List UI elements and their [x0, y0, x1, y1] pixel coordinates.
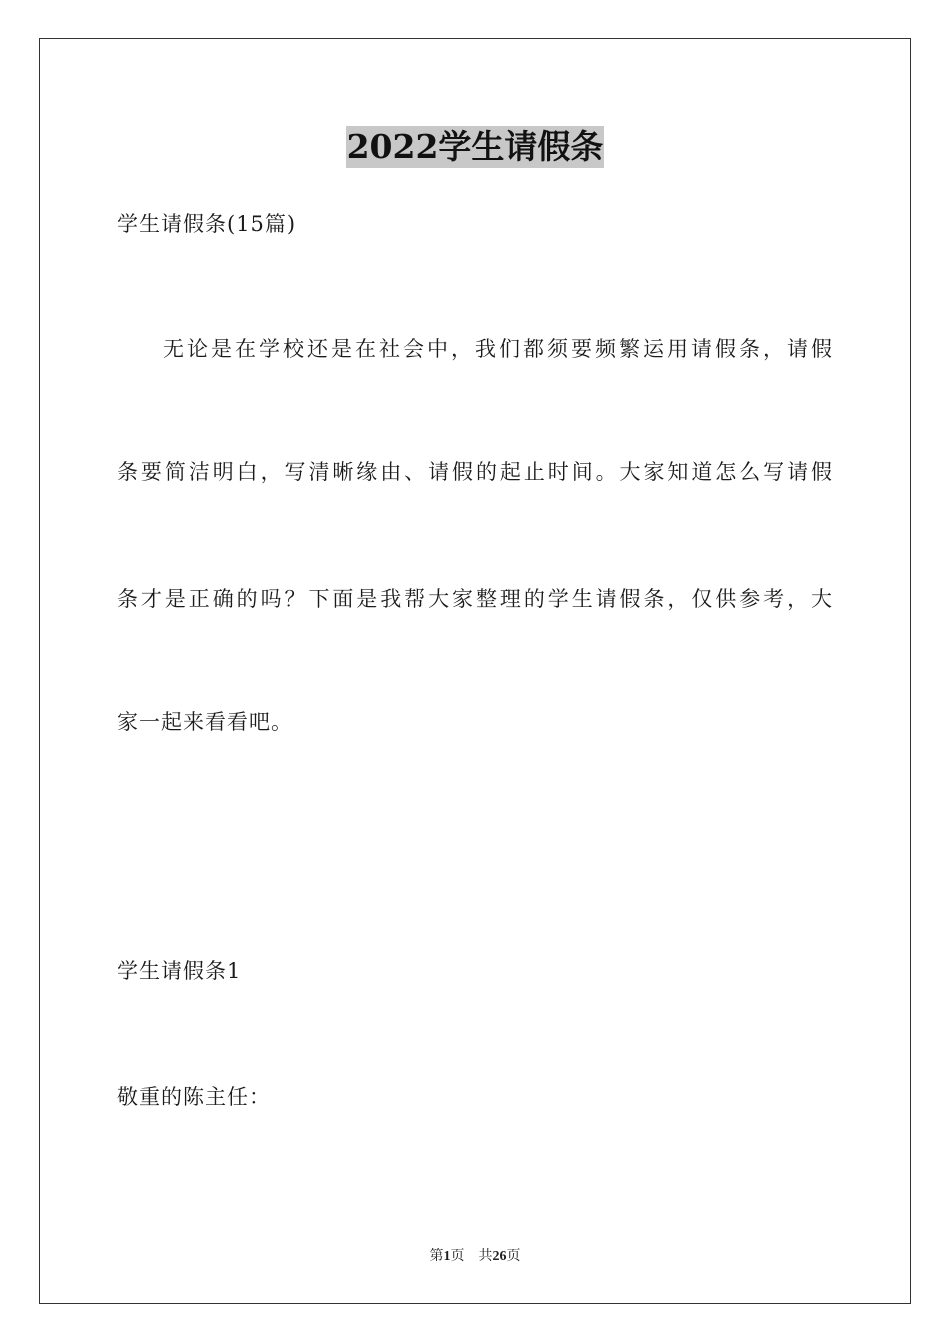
intro-line-3: 条才是正确的吗？下面是我帮大家整理的学生请假条，仅供参考，大: [117, 587, 833, 611]
page-suffix: 页: [450, 1249, 465, 1264]
intro-line-4: 家一起来看看吧。: [117, 710, 293, 734]
title-container: [0, 126, 950, 168]
document-title: 2022学生请假条: [346, 127, 604, 166]
page-footer: [0, 1247, 950, 1267]
intro-line-2: 条要简洁明白，写清晰缘由、请假的起止时间。大家知道怎么写请假: [117, 460, 833, 484]
total-prefix: 共: [478, 1249, 493, 1264]
page-prefix: 第: [429, 1249, 444, 1264]
intro-line-1: 无论是在学校还是在社会中，我们都须要频繁运用请假条，请假: [163, 337, 833, 361]
section-heading: 学生请假条1: [117, 959, 242, 983]
salutation: 敬重的陈主任：: [117, 1085, 271, 1109]
total-suffix: 页: [506, 1249, 521, 1264]
page-current: 1: [443, 1249, 451, 1264]
page-total: 26: [492, 1249, 507, 1264]
document-subtitle: 学生请假条(15篇): [117, 212, 297, 236]
